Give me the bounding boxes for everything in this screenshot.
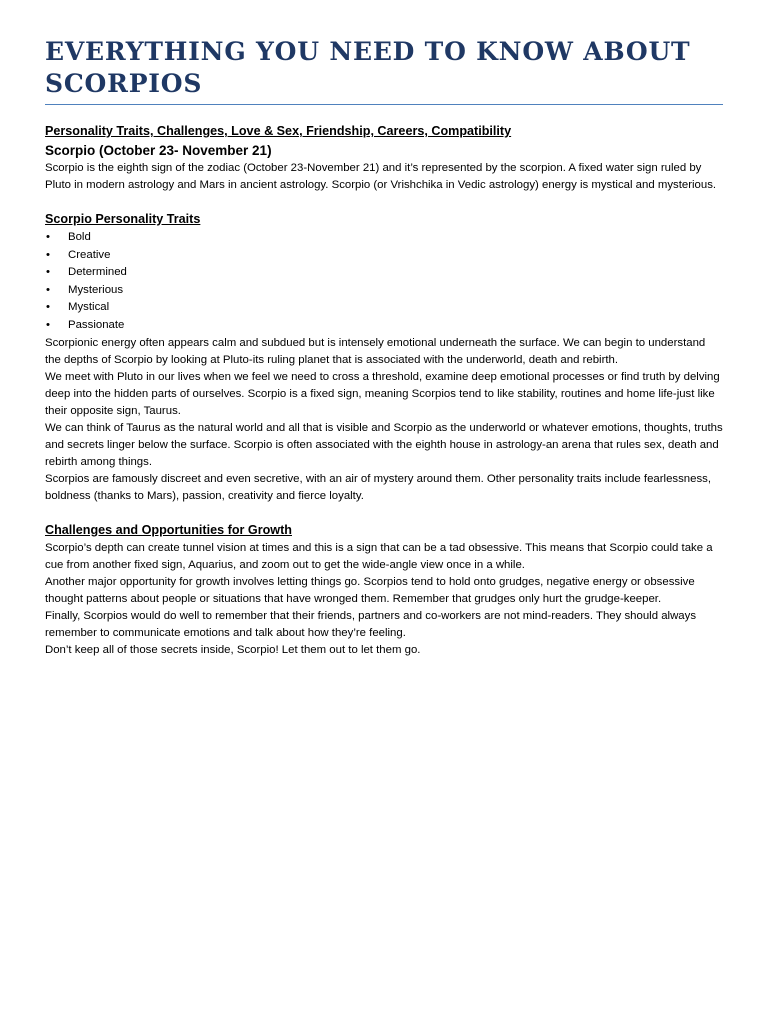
trait-label: Mysterious bbox=[68, 283, 124, 296]
traits-paragraph: We meet with Pluto in our lives when we feel we need to cross a threshold, examine deep emotional processes or find truth by delving deep into the hidden parts of ourselves. Scorpio is a fixed sign, meaning Scorpios tend to like stability, routines and home life-just like their opposite sign, Taurus. bbox=[45, 370, 720, 417]
document-subtitle: Personality Traits, Challenges, Love & Sex, Friendship, Careers, Compatibility bbox=[45, 124, 512, 138]
trait-label: Passionate bbox=[68, 318, 125, 331]
traits-paragraph: We can think of Taurus as the natural world and all that is visible and Scorpio as the underworld or whatever emotions, thoughts, truths and secrets linger below the surface. Scorpio is often associated with the eighth house in astrology-an arena that rules sex, death and rebirth among things. bbox=[45, 421, 723, 468]
trait-label: Creative bbox=[68, 248, 111, 261]
traits-paragraph: Scorpionic energy often appears calm and subdued but is intensely emotional underneath the surface. We can begin to understand the depths of Scorpio by looking at Pluto-its ruling planet that is associated with the underworld, death and rebirth. bbox=[45, 336, 706, 366]
growth-paragraph: Another major opportunity for growth involves letting things go. Scorpios tend to hold onto grudges, negative energy or obsessive thought patterns about people or situations that have wronged them. Remember that grudges only hurt the grudge-keeper. bbox=[45, 575, 695, 605]
growth-paragraph: Finally, Scorpios would do well to remember that their friends, partners and co-workers are not mind-readers. They should always remember to communicate emotions and talk about how they’re feeling. bbox=[45, 609, 697, 639]
trait-label: Bold bbox=[68, 231, 91, 243]
bullet-icon: • bbox=[46, 248, 50, 261]
trait-label: Determined bbox=[68, 266, 127, 279]
growth-section-heading: Challenges and Opportunities for Growth bbox=[45, 522, 292, 537]
list-item bbox=[45, 229, 723, 247]
list-item bbox=[45, 299, 723, 317]
traits-section-heading: Scorpio Personality Traits bbox=[45, 212, 201, 226]
list-item bbox=[45, 247, 723, 265]
growth-paragraph: Don’t keep all of those secrets inside, Scorpio! Let them out to let them go. bbox=[45, 643, 421, 656]
trait-label: Mystical bbox=[68, 301, 110, 314]
growth-paragraph: Scorpio’s depth can create tunnel vision at times and this is a sign that can be a tad obsessive. This means that Scorpio could take a cue from another fixed sign, Aquarius, and zoom out to get the wide-angle view once in a while. bbox=[45, 541, 713, 571]
list-item bbox=[45, 317, 723, 335]
traits-paragraph: Scorpios are famously discreet and even secretive, with an air of mystery around them. Other personality traits include fearlessness, boldness (thanks to Mars), passion, creativity and fierce loyalty. bbox=[45, 472, 712, 502]
document-title: EVERYTHING YOU NEED TO KNOW ABOUT SCORPIOS bbox=[45, 36, 723, 105]
bullet-icon: • bbox=[46, 231, 50, 243]
bullet-icon: • bbox=[46, 283, 50, 296]
bullet-icon: • bbox=[46, 318, 50, 331]
traits-list bbox=[45, 229, 723, 335]
date-range-heading: Scorpio (October 23- November 21) bbox=[45, 143, 272, 158]
bullet-icon: • bbox=[46, 301, 50, 314]
bullet-icon: • bbox=[46, 266, 50, 279]
intro-paragraph: Scorpio is the eighth sign of the zodiac (October 23-November 21) and it’s represented by the scorpion. A fixed water sign ruled by Pluto in modern astrology and Mars in ancient astrology. Scorpio (or Vrishchika in Vedic astrology) energy is mystical and mysterious. bbox=[45, 162, 717, 191]
list-item bbox=[45, 264, 723, 282]
list-item bbox=[45, 282, 723, 300]
document-page bbox=[45, 36, 723, 659]
